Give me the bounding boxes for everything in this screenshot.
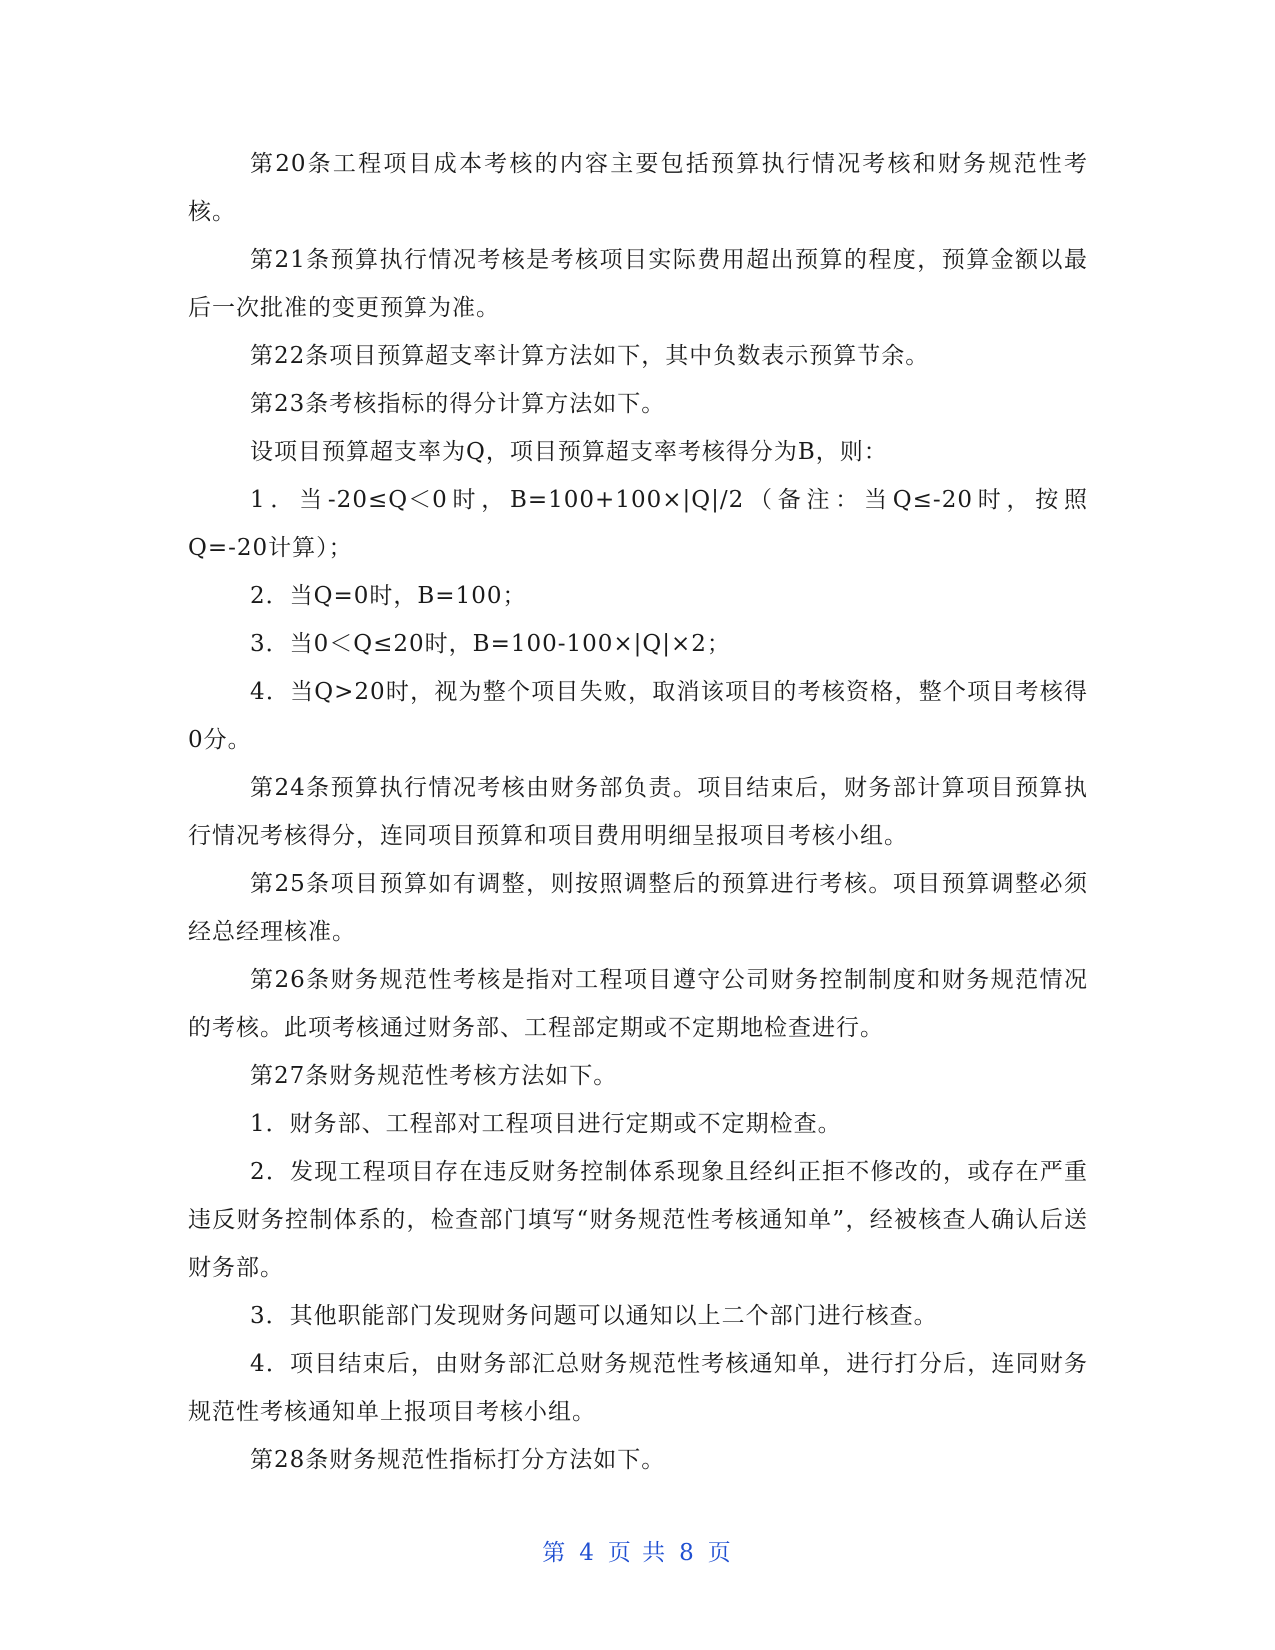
paragraph-rule-4: 4．当Q>20时，视为整个项目失败，取消该项目的考核资格，整个项目考核得0分。 — [188, 679, 1088, 753]
paragraph-method-2: 2．发现工程项目存在违反财务控制体系现象且经纠正拒不修改的，或存在严重违反财务控制体系的，检查部门填写“财务规范性考核通知单”，经被核查人确认后送财务部。 — [188, 1159, 1088, 1281]
paragraph-article-25: 第25条项目预算如有调整，则按照调整后的预算进行考核。项目预算调整必须经总经理核准。 — [188, 871, 1088, 945]
paragraph-definition: 设项目预算超支率为Q，项目预算超支率考核得分为B，则： — [250, 439, 888, 465]
paragraph-rule-1: 1．当-20≤Q＜0时，B=100+100×|Q|/2（备注：当Q≤-20时，按照Q=-20计算）； — [188, 487, 1088, 561]
paragraph-article-22: 第22条项目预算超支率计算方法如下，其中负数表示预算节余。 — [250, 343, 930, 369]
paragraph-article-21: 第21条预算执行情况考核是考核项目实际费用超出预算的程度，预算金额以最后一次批准的变更预算为准。 — [188, 247, 1088, 321]
paragraph-article-24: 第24条预算执行情况考核由财务部负责。项目结束后，财务部计算项目预算执行情况考核得分，连同项目预算和项目费用明细呈报项目考核小组。 — [188, 775, 1088, 849]
footer-current-page: 4 — [579, 1540, 596, 1566]
paragraph-article-26: 第26条财务规范性考核是指对工程项目遵守公司财务控制制度和财务规范情况的考核。此项考核通过财务部、工程部定期或不定期地检查进行。 — [188, 967, 1088, 1041]
paragraph-article-28: 第28条财务规范性指标打分方法如下。 — [250, 1447, 666, 1473]
paragraph-method-3: 3．其他职能部门发现财务问题可以通知以上二个部门进行核查。 — [250, 1303, 938, 1329]
footer-prefix: 第 — [542, 1540, 568, 1566]
paragraph-article-27: 第27条财务规范性考核方法如下。 — [250, 1063, 618, 1089]
footer-total-pages: 8 — [679, 1540, 696, 1566]
paragraph-article-20: 第20条工程项目成本考核的内容主要包括预算执行情况考核和财务规范性考核。 — [188, 151, 1088, 225]
paragraph-method-1: 1．财务部、工程部对工程项目进行定期或不定期检查。 — [250, 1111, 842, 1137]
footer-middle: 页 共 — [607, 1540, 668, 1566]
paragraph-rule-3: 3．当0＜Q≤20时，B=100-100×|Q|×2； — [250, 631, 731, 657]
paragraph-article-23: 第23条考核指标的得分计算方法如下。 — [250, 391, 666, 417]
paragraph-method-4: 4．项目结束后，由财务部汇总财务规范性考核通知单，进行打分后，连同财务规范性考核通知单上报项目考核小组。 — [188, 1351, 1088, 1425]
page-footer — [0, 1534, 1275, 1567]
document-body — [188, 140, 1088, 1484]
paragraph-rule-2: 2．当Q=0时，B=100； — [250, 583, 527, 609]
footer-suffix: 页 — [707, 1540, 733, 1566]
